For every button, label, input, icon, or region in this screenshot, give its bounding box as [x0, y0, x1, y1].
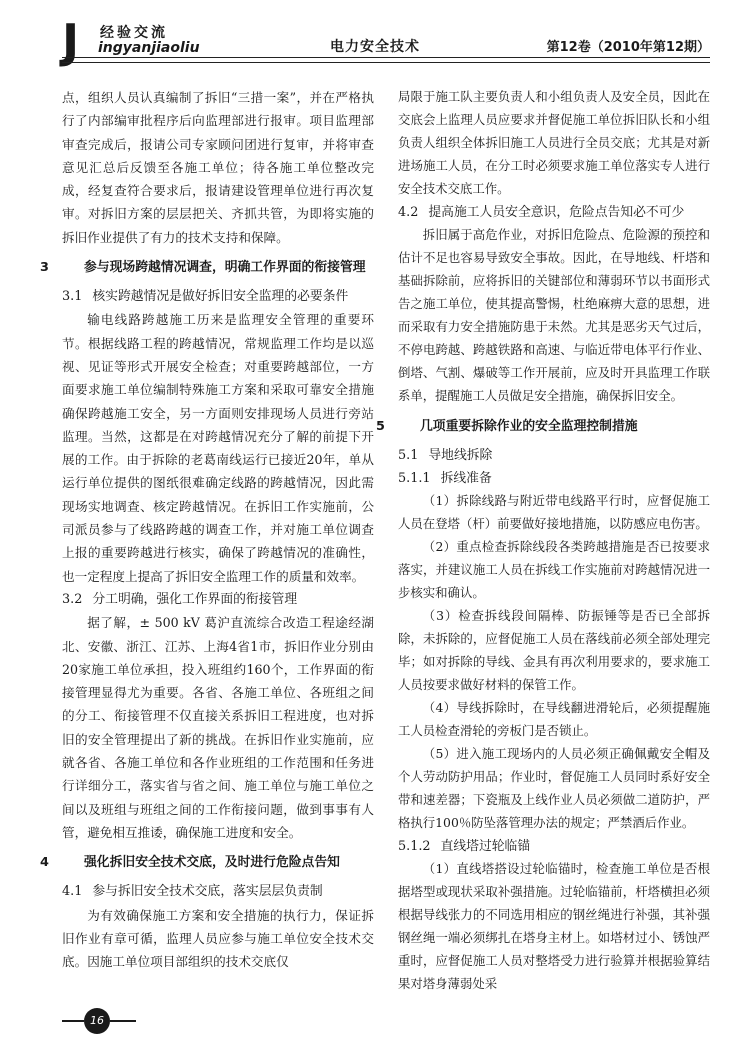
section-heading — [40, 852, 374, 874]
subsection-title: 核实跨越情况是做好拆旧安全监理的必要条件 — [92, 289, 349, 305]
subsection-title: 分工明确，强化工作界面的衔接管理 — [92, 591, 298, 607]
subsection-heading — [62, 588, 374, 611]
subsection-number: 3.2 — [62, 591, 83, 607]
page-footer — [62, 1006, 262, 1036]
subsection-number: 5.1.1 — [398, 470, 431, 486]
subsection-title: 参与拆旧安全技术交底，落实层层负责制 — [92, 884, 323, 900]
subsection-heading — [62, 880, 374, 903]
journal-logo-letter: J — [62, 14, 80, 68]
header-rule-thin — [62, 62, 710, 63]
body-paragraph: 据了解，± 500 kV 葛沪直流综合改造工程途经湖北、安徽、浙江、江苏、上海4省1市，拆旧作业分别由20家施工单位承担，投入班组约160个，工作界面的衔接管理显得尤为重要。各省、各施工单位、各班组之间的分工、衔接管理不仅直接关系拆旧工程进度，也对拆旧的安全管理提出了新的挑战。在拆旧作业实施前，应就各省、各施工单位和各作业班组的工作范围和任务进行详细分工，落实省与省之间、施工单位与施工单位之间以及班组与班组之间的工作衔接问题，做到事事有人管，避免相互推诿，确保施工进度和安全。 — [62, 615, 374, 840]
body-paragraph: （5）进入施工现场内的人员必须正确佩戴安全帽及个人劳动防护用品；作业时，督促施工人员同时系好安全带和速差器；下瓷瓶及上线作业人员必须做二道防护，严格执行100％防坠落管理办法的规定；严禁酒后作业。 — [398, 745, 710, 830]
page-header — [62, 16, 710, 78]
body-paragraph: 拆旧属于高危作业，对拆旧危险点、危险源的预控和估计不足也容易导致安全事故。因此，在导地线、杆塔和基础拆除前，应将拆旧的关键部位和薄弱环节以书面形式告之施工单位，使其提高警惕，杜绝麻痹大意的思想，进而采取有力安全措施防患于未然。尤其是恶劣天气过后，不停电跨越、跨越铁路和高速、与临近带电体平行作业、倒塔、气割、爆破等工作开展前，应及时开具监理工作联系单，提醒施工人员做足安全措施，确保拆旧安全。 — [398, 227, 710, 403]
subsection-heading — [398, 467, 710, 490]
page-number: 16 — [84, 1008, 110, 1034]
left-column — [40, 86, 374, 973]
subsection-number: 4.2 — [398, 204, 419, 220]
body-paragraph: （4）导线拆除时，在导线翻进滑轮后，必须提醒施工人员检查滑轮的旁板门是否锁止。 — [398, 699, 710, 738]
body-paragraph: （1）直线塔搭设过轮临锚时，检查施工单位是否根据塔型或现状采取补强措施。过轮临锚前，杆塔横担必须根据导线张力的不同选用相应的钢丝绳进行补强，其补强钢丝绳一端必须绑扎在塔身主材上。如塔材过小、锈蚀严重时，应督促施工人员对整塔受力进行验算并根据验算结果对塔身薄弱处采 — [398, 860, 710, 991]
body-paragraph: 为有效确保施工方案和安全措施的执行力，保证拆旧作业有章可循，监理人员应参与施工单位安全技术交底。因施工单位项目部组织的技术交底仅 — [62, 907, 374, 970]
section-label-cn: 经验交流 — [100, 25, 168, 41]
section-number: 3 — [40, 260, 49, 276]
subsection-number: 3.1 — [62, 289, 83, 305]
subsection-heading — [398, 201, 710, 224]
subsection-heading — [398, 835, 710, 858]
section-title: 几项重要拆除作业的安全监理控制措施 — [420, 418, 638, 434]
issue-info: 第12卷（2010年第12期） — [546, 40, 710, 55]
section-title: 强化拆旧安全技术交底，及时进行危险点告知 — [84, 855, 340, 871]
header-rule — [62, 57, 710, 58]
subsection-heading — [62, 285, 374, 308]
section-heading — [376, 416, 710, 438]
section-title: 参与现场跨越情况调查，明确工作界面的衔接管理 — [84, 260, 366, 276]
subsection-number: 5.1.2 — [398, 838, 431, 854]
body-paragraph: （3）检查拆线段间隔棒、防振锤等是否已全部拆除，未拆除的，应督促施工人员在落线前必须全部处理完毕；如对拆除的导线、金具有再次利用要求的，要求施工人员按要求做好材料的保管工作。 — [398, 608, 710, 692]
journal-title: 电力安全技术 — [330, 39, 420, 55]
subsection-number: 5.1 — [398, 447, 419, 463]
subsection-heading — [398, 444, 710, 467]
subsection-title: 提高施工人员安全意识，危险点告知必不可少 — [428, 204, 685, 220]
subsection-number: 4.1 — [62, 884, 83, 900]
subsection-title: 直线塔过轮临锚 — [440, 838, 531, 854]
body-paragraph: 局限于施工队主要负责人和小组负责人及安全员，因此在交底会上监理人员应要求并督促施工单位拆旧队长和小组负责人组织全体拆旧施工人员进行全员交底；尤其是对新进场施工人员，在分工时必须要求施工单位落实专人进行安全技术交底工作。 — [398, 89, 710, 196]
subsection-title: 导地线拆除 — [428, 447, 493, 463]
section-label-pinyin: ingyanjiaoliu — [98, 40, 200, 56]
footer-rule-left — [62, 1020, 84, 1022]
body-paragraph: （2）重点检查拆除线段各类跨越措施是否已按要求落实，并建议施工人员在拆线工作实施前对跨越情况进一步核实和确认。 — [398, 539, 710, 601]
section-heading — [40, 257, 374, 279]
body-paragraph: 输电线路跨越施工历来是监理安全管理的重要环节。根据线路工程的跨越情况，常规监理工作均是以巡视、见证等形式开展安全检查；对重要跨越部位，一方面要求施工单位编制特殊施工方案和采取可靠安全措施确保跨越施工安全，另一方面则安排现场人员进行旁站监理。当然，这都是在对跨越情况充分了解的前提下开展的工作。由于拆除的老葛南线运行已接近20年，单从运行单位提供的图纸很难确定线路的跨越情况，因此需现场实地调查、核定跨越情况。在拆旧工作实施前，公司派员参与了线路跨越的调查工作，并对施工单位调查上报的重要跨越进行核实，确保了跨越情况的准确性，也一定程度上提高了拆旧安全监理工作的质量和效率。 — [62, 312, 374, 584]
body-paragraph: 点，组织人员认真编制了拆旧“三措一案”，并在严格执行了内部编审批程序后向监理部进行报审。项目监理部审查完成后，报请公司专家顾问团进行复审，并将审查意见汇总后反馈至各施工单位；待各施工单位整改完成，经复查符合要求后，报请建设管理单位进行再次复审。对拆旧方案的层层把关、齐抓共管，为即将实施的拆旧作业提供了有力的技术支持和保障。 — [62, 90, 374, 245]
section-number: 5 — [376, 418, 385, 434]
subsection-title: 拆线准备 — [440, 470, 492, 486]
footer-rule-right — [110, 1020, 136, 1022]
body-paragraph: （1）拆除线路与附近带电线路平行时，应督促施工人员在登塔（杆）前要做好接地措施，以防感应电伤害。 — [398, 493, 710, 532]
right-column — [376, 86, 710, 996]
section-number: 4 — [40, 855, 49, 871]
